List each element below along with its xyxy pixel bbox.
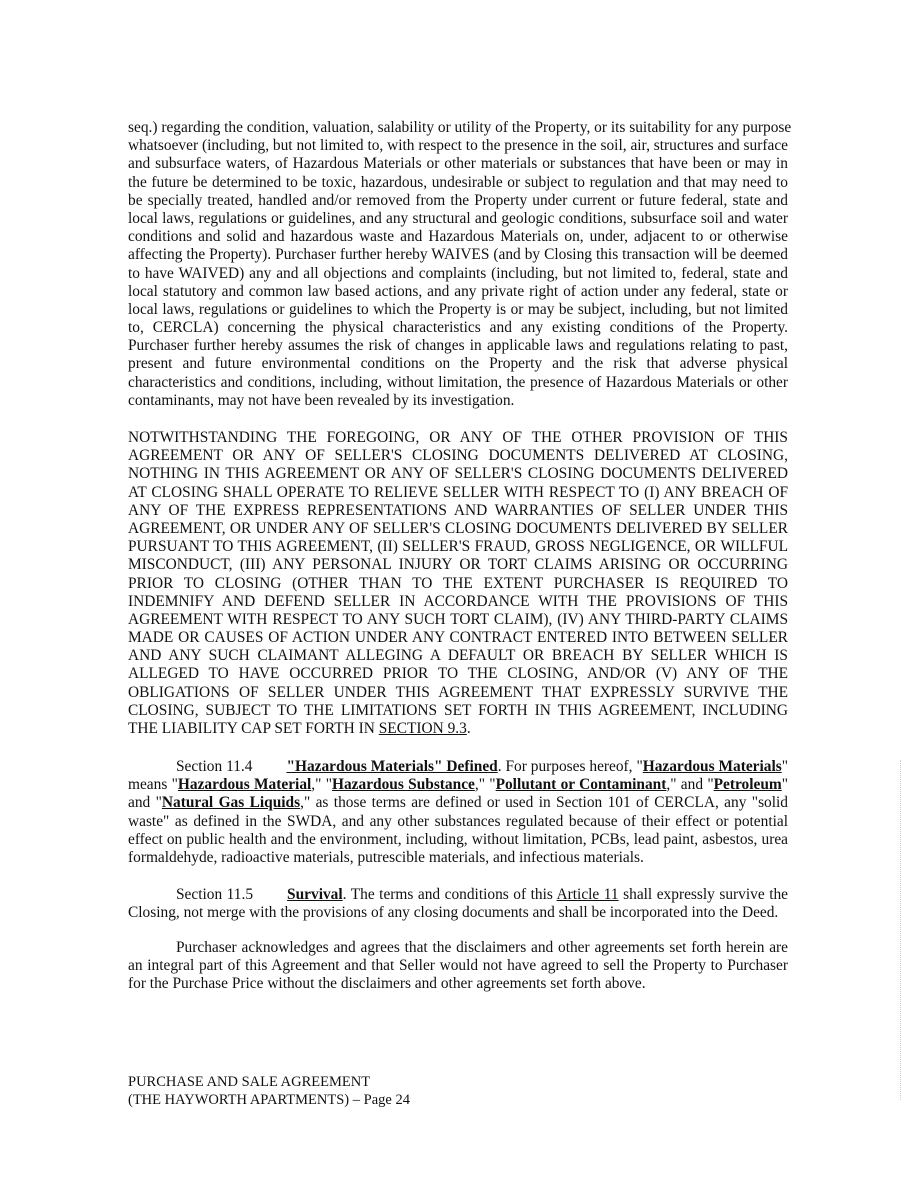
text-run: affecting the Property). Purchaser further hereby WAIVES (and by Closing this transaction will be deemed — [128, 246, 788, 264]
text-line — [128, 155, 788, 173]
section-11-5 — [128, 886, 788, 922]
defined-term: Hazardous Material — [177, 776, 312, 794]
text-run: . — [466, 720, 471, 737]
text-run: waste" as defined in the SWDA, and any other substances regulated because of their effect or potential — [128, 812, 788, 830]
text-run: ," " — [311, 776, 333, 794]
text-run: for the Purchase Price without the disclaimers and other agreements set forth above. — [128, 975, 646, 993]
text-run: INDEMNIFY AND DEFEND SELLER IN ACCORDANCE WITH THE PROVISIONS OF THIS — [128, 592, 788, 610]
text-run: MADE OR CAUSES OF ACTION UNDER ANY CONTRACT ENTERED INTO BETWEEN SELLER — [128, 629, 788, 647]
text-line — [128, 776, 788, 794]
text-run: contaminants, may not have been revealed by its investigation. — [128, 391, 515, 409]
acknowledgement-paragraph — [128, 939, 788, 994]
text-line — [128, 484, 788, 502]
text-line — [128, 319, 788, 337]
text-run: local laws, regulations or guidelines, and any structural and geologic conditions, subsurface soil and water — [128, 209, 788, 227]
text-line — [128, 904, 788, 922]
text-run: conditions and solid and hazardous waste and Hazardous Materials on, under, adjacent to or otherwise — [128, 228, 788, 246]
defined-term: Hazardous Substance — [332, 776, 475, 794]
text-run: CLOSING, SUBJECT TO THE LIMITATIONS SET FORTH IN THIS AGREEMENT, INCLUDING — [128, 701, 788, 719]
text-line — [128, 720, 788, 738]
text-run: shall expressly survive the — [618, 886, 788, 903]
text-run: an integral part of this Agreement and that Seller would not have agreed to sell the Property to Purchaser — [128, 957, 788, 975]
text-line — [128, 886, 788, 904]
cross-reference-link[interactable]: Article 11 — [556, 886, 619, 903]
text-line — [128, 337, 788, 355]
text-line — [128, 119, 792, 137]
text-line — [128, 647, 788, 665]
text-line — [128, 611, 788, 629]
text-run: ," and " — [666, 776, 714, 794]
text-line — [128, 538, 788, 556]
text-line — [128, 174, 788, 192]
section-11-4 — [128, 758, 788, 867]
text-run: AGREEMENT WITH RESPECT TO ANY SUCH TORT CLAIM), (IV) ANY THIRD-PARTY CLAIMS — [128, 610, 788, 628]
text-run: and " — [128, 794, 162, 812]
defined-term: Survival — [287, 886, 343, 903]
text-line — [128, 228, 788, 246]
text-run: Section 11.5 — [176, 886, 254, 903]
text-line — [128, 556, 788, 574]
text-run: " — [781, 776, 788, 794]
text-line — [128, 520, 788, 538]
disclaimer-paragraph — [128, 119, 792, 410]
text-line — [128, 465, 788, 483]
text-line — [128, 355, 788, 373]
text-run: and subsurface waters, of Hazardous Materials or other materials or substances that have been or may in — [128, 155, 788, 173]
text-run: characteristics and conditions, including, without limitation, the presence of Hazardous Materials or other — [128, 373, 788, 391]
text-run: THE LIABILITY CAP SET FORTH IN — [128, 720, 379, 737]
defined-term: Petroleum — [713, 776, 782, 794]
text-run: the future be determined to be toxic, hazardous, undesirable or subject to regulation and that may need to — [128, 173, 788, 191]
text-run: PURSUANT TO THIS AGREEMENT, (II) SELLER'S FRAUD, GROSS NEGLIGENCE, OR WILLFUL — [128, 538, 788, 556]
text-line — [128, 849, 788, 867]
text-line — [128, 629, 788, 647]
text-run: PRIOR TO CLOSING (OTHER THAN TO THE EXTENT PURCHASER IS REQUIRED TO — [128, 574, 788, 592]
defined-term: "Hazardous Materials" Defined — [286, 758, 498, 775]
text-run: ," " — [474, 776, 496, 794]
text-run: be specially treated, handled and/or removed from the Property under current or future federal, state and — [128, 191, 788, 209]
text-line — [128, 758, 788, 776]
text-run: . For purposes hereof, " — [497, 758, 643, 775]
text-line — [128, 429, 788, 447]
text-run: to, CERCLA) concerning the physical characteristics and any existing conditions of the Property. — [128, 319, 788, 337]
text-line — [128, 702, 788, 720]
defined-term: Pollutant or Contaminant — [495, 776, 667, 794]
text-line — [128, 265, 788, 283]
text-line — [128, 392, 788, 410]
text-line — [128, 684, 788, 702]
text-run: Purchaser further hereby assumes the risk of changes in applicable laws and regulations relating to past, — [128, 337, 788, 355]
notwithstanding-paragraph — [128, 429, 788, 738]
text-line — [128, 831, 788, 849]
text-run: AT CLOSING SHALL OPERATE TO RELIEVE SELLER WITH RESPECT TO (I) ANY BREACH OF — [128, 483, 788, 501]
text-line — [128, 137, 788, 155]
text-line — [128, 447, 788, 465]
text-line — [128, 246, 788, 264]
footer-page-number: (THE HAYWORTH APARTMENTS) – Page 24 — [128, 1092, 410, 1108]
text-run: ANY OF THE EXPRESS REPRESENTATIONS AND WARRANTIES OF SELLER UNDER THIS — [128, 501, 788, 519]
text-line — [128, 813, 788, 831]
text-run: " — [781, 758, 789, 775]
page-footer — [128, 1073, 410, 1109]
text-line — [128, 210, 788, 228]
text-line — [128, 794, 788, 812]
text-run: present and future environmental conditions on the Property and the risk that adverse physical — [128, 355, 788, 373]
text-line — [128, 374, 788, 392]
text-run: AND ANY SUCH CLAIMANT ALLEGING A DEFAULT OR BREACH BY SELLER WHICH IS — [128, 647, 788, 665]
text-run: to have WAIVED) any and all objections and complaints (including, but not limited to, federal, state and — [128, 264, 788, 282]
text-line — [128, 975, 788, 993]
text-line — [128, 575, 788, 593]
cross-reference-link[interactable]: SECTION 9.3 — [378, 720, 467, 737]
text-run: local laws, regulations or guidelines to which the Property is or may be subject, including, but not limited — [128, 300, 788, 318]
text-run: OBLIGATIONS OF SELLER UNDER THIS AGREEMENT THAT EXPRESSLY SURVIVE THE — [128, 683, 788, 701]
text-run: AGREEMENT OR ANY OF SELLER'S CLOSING DOCUMENTS DELIVERED AT CLOSING, — [128, 447, 788, 465]
text-line — [128, 301, 788, 319]
text-run: local statutory and common law based actions, and any private right of action under any federal, state or — [128, 282, 788, 300]
text-line — [128, 283, 788, 301]
text-run: formaldehyde, radioactive materials, putrescible materials, and infectious materials. — [128, 848, 644, 866]
text-run: ," as those terms are defined or used in Section 101 of CERCLA, any "solid — [300, 794, 788, 812]
text-line — [128, 593, 788, 611]
text-run: seq.) regarding the condition, valuation, salability or utility of the Property, or its suitability for any purpose — [128, 119, 792, 136]
text-run: ALLEGED TO HAVE OCCURRED PRIOR TO THE CLOSING, AND/OR (V) ANY OF THE — [128, 665, 788, 683]
text-run: NOTWITHSTANDING THE FOREGOING, OR ANY OF THE OTHER PROVISION OF THIS — [128, 429, 788, 446]
text-run: NOTHING IN THIS AGREEMENT OR ANY OF SELLER'S CLOSING DOCUMENTS DELIVERED — [128, 465, 788, 483]
text-line — [128, 192, 788, 210]
defined-term: Natural Gas Liquids — [161, 794, 301, 812]
text-run: . The terms and conditions of this — [342, 886, 557, 903]
defined-term: Hazardous Materials — [642, 758, 782, 775]
text-run: AGREEMENT, OR UNDER ANY OF SELLER'S CLOSING DOCUMENTS DELIVERED BY SELLER — [128, 519, 788, 537]
text-line — [128, 665, 788, 683]
text-run: effect on public health and the environment, including, without limitation, PCBs, lead paint, asbestos, urea — [128, 830, 788, 848]
text-line — [128, 957, 788, 975]
text-line — [128, 502, 788, 520]
text-run: whatsoever (including, but not limited to, with respect to the presence in the soil, air, structures and surface — [128, 137, 788, 155]
text-run: Closing, not merge with the provisions of any closing documents and shall be incorporated into the Deed. — [128, 904, 779, 922]
text-run: Purchaser acknowledges and agrees that the disclaimers and other agreements set forth herein are — [176, 939, 788, 956]
scan-artifact-line — [900, 760, 902, 1100]
text-run: MISCONDUCT, (III) ANY PERSONAL INJURY OR TORT CLAIMS ARISING OR OCCURRING — [128, 556, 788, 574]
text-run: Section 11.4 — [176, 758, 253, 775]
footer-title: PURCHASE AND SALE AGREEMENT — [128, 1074, 371, 1090]
text-line — [128, 939, 788, 957]
text-run: means " — [128, 776, 178, 794]
